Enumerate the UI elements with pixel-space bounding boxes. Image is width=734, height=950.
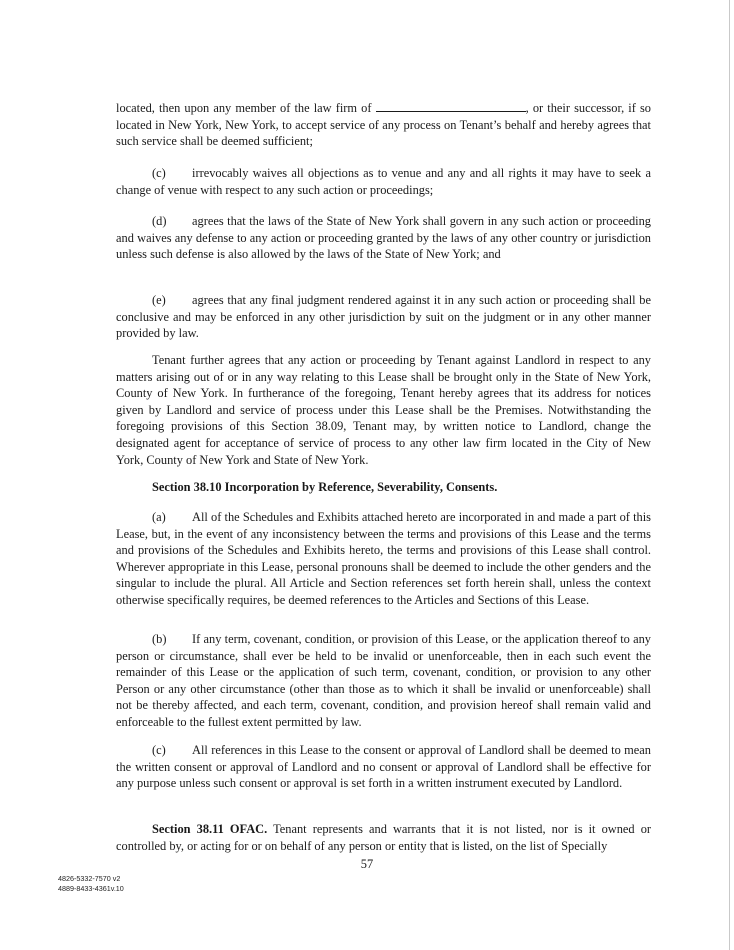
clause-label: (a) (152, 510, 166, 524)
section-38-10-a (116, 509, 651, 609)
section-38-10-c (116, 742, 651, 792)
doc-id-2: 4889-8433-4361v.10 (58, 884, 124, 893)
clause-label: (b) (152, 632, 167, 646)
paragraph-text-a: located, then upon any member of the law firm of (116, 101, 372, 115)
clause-text: irrevocably waives all objections as to venue and any and all rights it may have to seek a change of venue with respect to any such action or proceedings; (116, 166, 651, 197)
paragraph-continuation (116, 100, 651, 150)
clause-e (116, 292, 651, 342)
blank-line (376, 101, 526, 112)
clause-d (116, 213, 651, 263)
paragraph-text-b: , or their successor, if so located in New York, New York, to accept service of any process on Tenant’s behalf and hereby agrees that such service shall be deemed sufficient; (116, 101, 651, 149)
clause-c (116, 165, 651, 198)
tenant-paragraph: Tenant further agrees that any action or proceeding by Tenant against Landlord in respect to any matters arising out of or in any way relating to this Lease shall be brought only in the State of New York, County of New York. In furtherance of the foregoing, Tenant hereby agrees that its address for notices given by Landlord and service of process under this Lease shall be the Premises. Notwithstanding the foregoing provisions of this Section 38.09, Tenant may, by written notice to Landlord, change the designated agent for acceptance of service of process to any other law firm located in the City of New York, County of New York and State of New York. (116, 353, 651, 467)
section-38-11-heading: Section 38.11 OFAC. (152, 822, 268, 836)
clause-label: (c) (152, 743, 166, 757)
clause-text: agrees that any final judgment rendered against it in any such action or proceeding shall be conclusive and may be enforced in any other jurisdiction by suit on the judgment or in any other manner provided by law. (116, 293, 651, 341)
section-38-11 (116, 821, 651, 854)
section-38-10-b (116, 631, 651, 731)
section-38-11-text: Tenant represents and warrants that it is not listed, nor is it owned or controlled by, or acting for or on behalf of any person or entity that is listed, on the list of Specially (116, 822, 652, 853)
clause-label: (d) (152, 214, 167, 228)
clause-label: (e) (152, 293, 166, 307)
section-38-10-heading: Section 38.10 Incorporation by Reference, Severability, Consents. (152, 480, 498, 494)
clause-text: If any term, covenant, condition, or provision of this Lease, or the application thereof to any person or circumstance, shall ever be held to be invalid or unenforceable, then in each such event the remainder of this Lease or the application of such term, covenant, condition, or provision to any other Person or any other circumstance (other than those as to which it shall be invalid or unenforceable) shall not be thereby affected, and each term, covenant, condition, and provision hereof shall remain valid and enforceable to the fullest extent permitted by law. (116, 632, 651, 729)
doc-id-1: 4826-5332-7570 v2 (58, 874, 121, 883)
clause-text: All references in this Lease to the consent or approval of Landlord shall be deemed to mean the written consent or approval of Landlord and no consent or approval of Landlord shall be effective for any purpose unless such consent or approval is set forth in a written instrument executed by Landlord. (116, 743, 651, 791)
clause-label: (c) (152, 166, 166, 180)
clause-text: agrees that the laws of the State of New York shall govern in any such action or proceeding and waives any defense to any action or proceeding granted by the laws of any other country or jurisdiction unless such defense is also allowed by the laws of the State of New York; and (116, 214, 651, 262)
clause-text: All of the Schedules and Exhibits attached hereto are incorporated in and made a part of this Lease, but, in the event of any inconsistency between the terms and provisions of this Lease and the terms and provisions of the Schedules and Exhibits hereto, the terms and provisions of this Lease shall control. Wherever appropriate in this Lease, personal pronouns shall be deemed to include the other genders and the singular to include the plural. All Article and Section references set forth herein shall, unless the context otherwise specifically requires, be deemed references to the Articles and Sections of this Lease. (116, 510, 651, 607)
page-number: 57 (360, 857, 374, 871)
